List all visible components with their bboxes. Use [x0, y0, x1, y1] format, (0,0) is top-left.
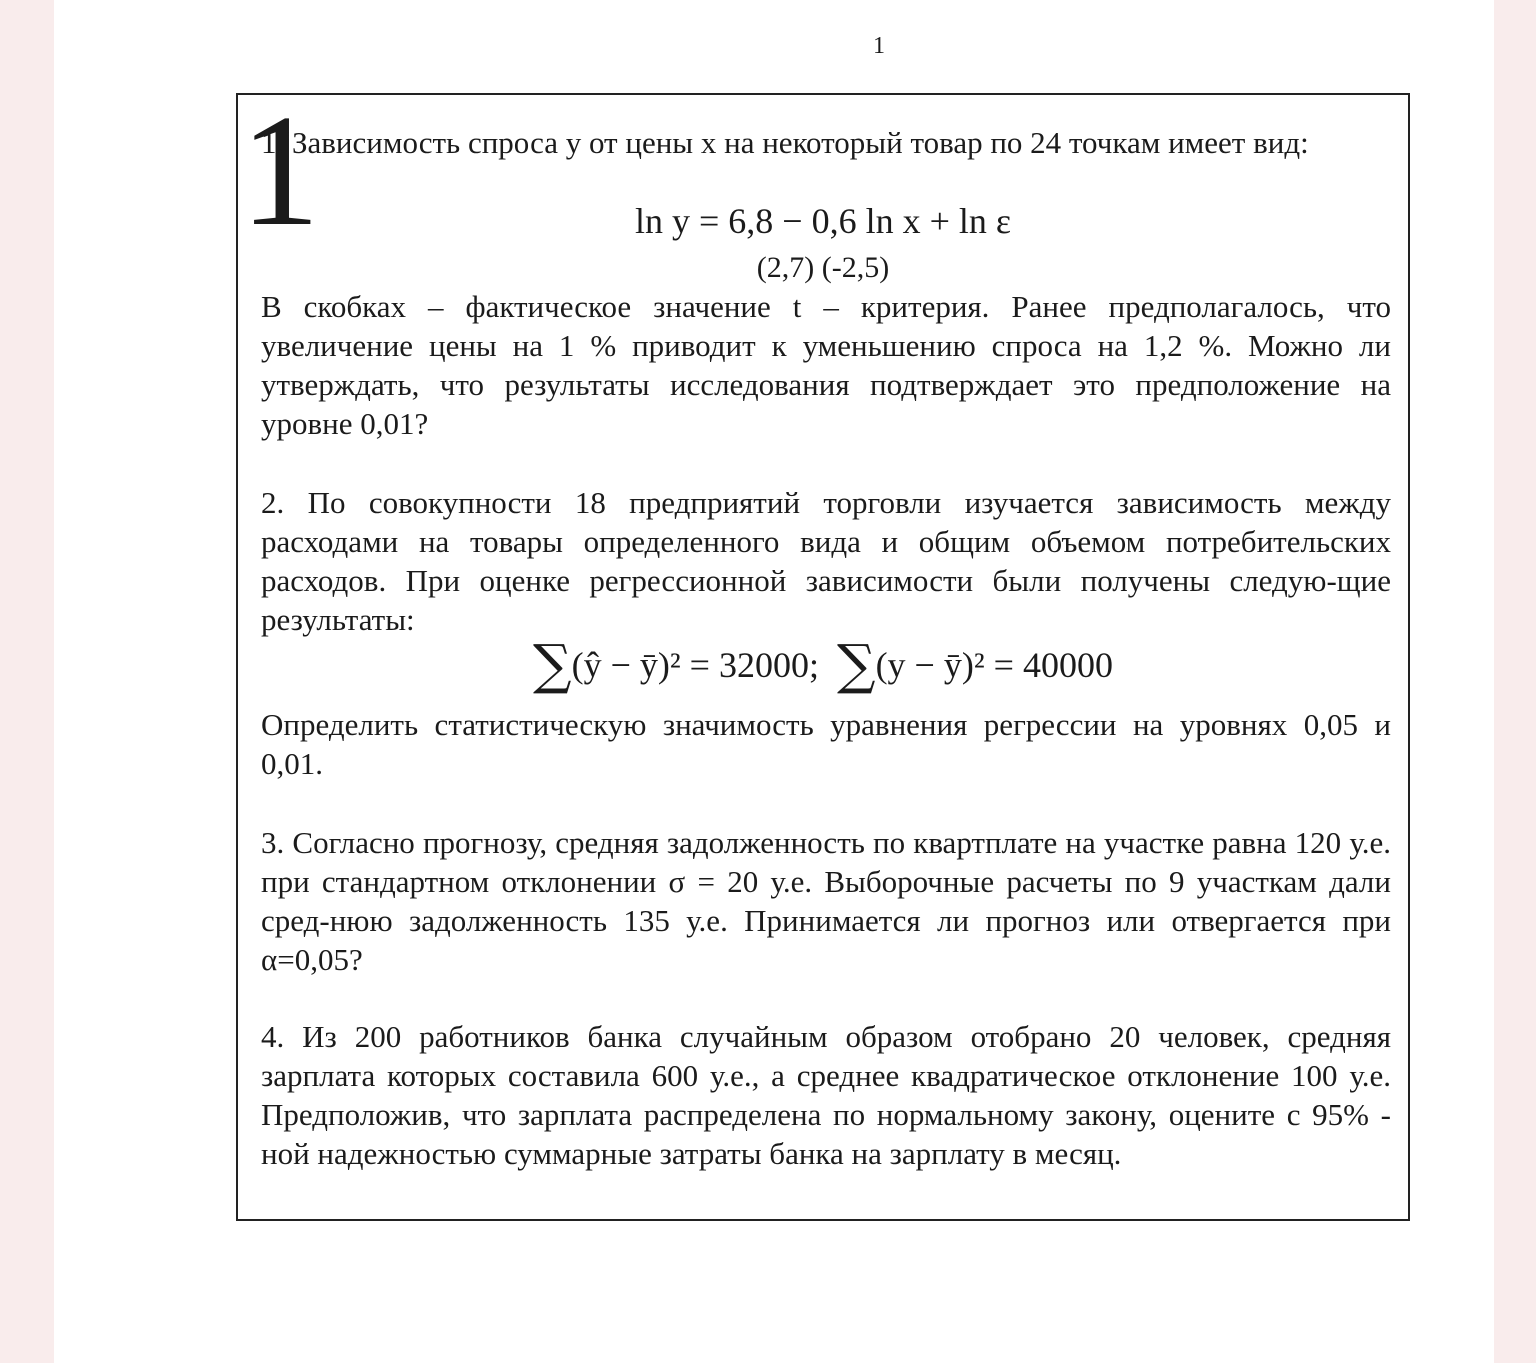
page-number: 1	[873, 33, 885, 59]
task1-t-values: (2,7) (-2,5)	[756, 251, 890, 284]
sigma-symbol-left: ∑	[533, 633, 572, 696]
task1-formula: ln y = 6,8 − 0,6 ln x + ln ε	[634, 201, 1012, 241]
task1-text: В скобках – фактическое значение t – критерия. Ранее предполагалось, что увеличение цены на 1 % приводит к уменьшению спроса на 1,2 %. Можно ли утверждать, что результаты исследования подтверждает это предположение на уровне 0,01?	[261, 289, 1391, 441]
task2-formula-left: (ŷ − ȳ)² = 32000;	[571, 645, 819, 685]
task1-intro: 1. Зависимость спроса y от цены x на некоторый товар по 24 точкам имеет вид:	[261, 125, 1309, 160]
task2-formula-right: (y − ȳ)² = 40000	[875, 645, 1113, 685]
task3-text: 3. Согласно прогнозу, средняя задолженность по квартплате на участке равна 120 у.е. при стандартном отклонении σ = 20 у.е. Выборочные расчеты по 9 участкам дали сред-нюю задолженность 135 у.е. Принимается ли прогноз или отвергается при α=0,05?	[261, 825, 1391, 977]
task2-formula	[238, 633, 1408, 696]
variant-number: 1	[240, 81, 316, 259]
task2-text: Определить статистическую значимость уравнения регрессии на уровнях 0,05 и 0,01.	[261, 707, 1391, 781]
task4-text: 4. Из 200 работников банка случайным образом отобрано 20 человек, средняя зарплата которых составила 600 у.е., а среднее квадратическое отклонение 100 у.е. Предположив, что зарплата распределена по нормальному закону, оцените с 95% - ной надежностью суммарные затраты банка на зарплату в месяц.	[261, 1019, 1391, 1171]
task2-intro: 2. По совокупности 18 предприятий торговли изучается зависимость между расходами на товары определенного вида и общим объемом потребительских расходов. При оценке регрессионной зависимости были получены следую-щие результаты:	[261, 485, 1391, 637]
sigma-symbol-right: ∑	[837, 633, 876, 696]
task-box	[236, 93, 1410, 1221]
